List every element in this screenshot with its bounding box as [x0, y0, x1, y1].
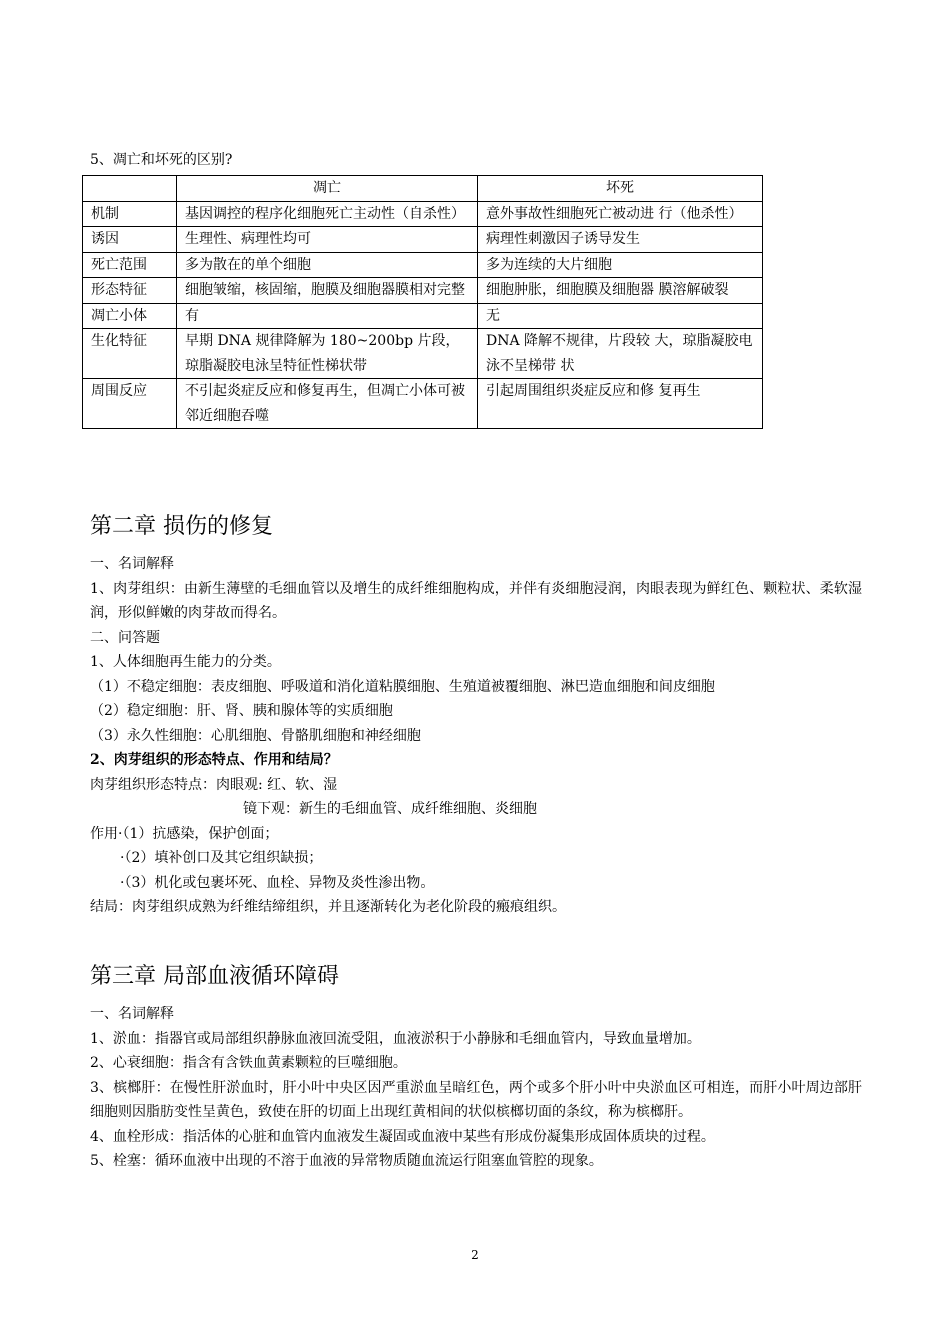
- page-content: [90, 148, 870, 174]
- table-cell: 形态特征: [83, 278, 177, 304]
- question-2: 2、肉芽组织的形态特点、作用和结局？: [90, 752, 338, 768]
- table-cell: 多为散在的单个细胞: [177, 252, 478, 278]
- table-cell: 诱因: [83, 227, 177, 253]
- table-cell: 有: [177, 303, 478, 329]
- table-cell: 机制: [83, 201, 177, 227]
- table-cell: 无: [478, 303, 763, 329]
- table-cell: 细胞肿胀，细胞膜及细胞器 膜溶解破裂: [478, 278, 763, 304]
- table-row: [83, 278, 763, 304]
- chapter-2-section: [90, 512, 862, 920]
- definition-line: 3、槟榔肝：在慢性肝淤血时，肝小叶中央区因严重淤血呈暗红色，两个或多个肝小叶中央淤血区可相连，而肝小叶周边部肝细胞则因脂肪变性呈黄色，致使在肝的切面上出现红黄相间的状似槟榔切面的条纹，称为槟榔肝。: [90, 1079, 862, 1120]
- table-cell: 多为连续的大片细胞: [478, 252, 763, 278]
- table-cell: 意外事故性细胞死亡被动进 行（他杀性）: [478, 201, 763, 227]
- table-row: [83, 201, 763, 227]
- morphology-line: 肉芽组织形态特点：肉眼观: 红、软、湿: [90, 776, 338, 793]
- chapter-2-title: 第二章 损伤的修复: [90, 514, 273, 539]
- table-row: [83, 329, 763, 379]
- header-cell: 凋亡: [177, 176, 478, 202]
- table-cell: 周围反应: [83, 379, 177, 429]
- section-heading: 一、名词解释: [90, 556, 174, 572]
- table-row: [83, 252, 763, 278]
- table-cell: DNA 降解不规律，片段较 大，琼脂凝胶电泳不呈梯带 状: [478, 329, 763, 379]
- header-cell: 坏死: [478, 176, 763, 202]
- section-heading: 二、问答题: [90, 629, 160, 646]
- table-cell: 病理性刺激因子诱导发生: [478, 227, 763, 253]
- definition-line: 5、栓塞：循环血液中出现的不溶于血液的异常物质随血流运行阻塞血管腔的现象。: [90, 1153, 603, 1169]
- table-cell: 生化特征: [83, 329, 177, 379]
- table-header-row: [83, 176, 763, 202]
- answer-line: （3）永久性细胞：心肌细胞、骨骼肌细胞和神经细胞: [90, 727, 421, 744]
- question-5-title: 5、凋亡和坏死的区别?: [90, 152, 233, 168]
- section-heading: 一、名词解释: [90, 1006, 174, 1022]
- definition-line: 1、淤血：指器官或局部组织静脉血液回流受阻，血液淤积于小静脉和毛细血管内，导致血量增加。: [90, 1030, 701, 1047]
- function-line: ·（2）填补创口及其它组织缺损；: [120, 850, 323, 866]
- definition-granulation-tissue: 1、肉芽组织：由新生薄壁的毛细血管以及增生的成纤维细胞构成，并伴有炎细胞浸润，肉眼表现为鲜红色、颗粒状、柔软湿润，形似鲜嫩的肉芽故而得名。: [90, 580, 862, 621]
- table-cell: 基因调控的程序化细胞死亡主动性（自杀性）: [177, 201, 478, 227]
- morphology-line: 镜下观：新生的毛细血管、成纤维细胞、炎细胞: [243, 801, 537, 817]
- table-row: [83, 227, 763, 253]
- function-line: ·（3）机化或包裹坏死、血栓、异物及炎性渗出物。: [120, 874, 435, 891]
- chapter-3-title: 第三章 局部血液循环障碍: [90, 964, 339, 989]
- table-cell: 早期 DNA 规律降解为 180~200bp 片段，琼脂凝胶电泳呈特征性梯状带: [177, 329, 478, 379]
- table-cell: 死亡范围: [83, 252, 177, 278]
- table-cell: 凋亡小体: [83, 303, 177, 329]
- question-1: 1、人体细胞再生能力的分类。: [90, 654, 281, 670]
- table-cell: 不引起炎症反应和修复再生，但凋亡小体可被邻近细胞吞噬: [177, 379, 478, 429]
- table-cell: 细胞皱缩，核固缩，胞膜及细胞器膜相对完整: [177, 278, 478, 304]
- definition-line: 4、血栓形成：指活体的心脏和血管内血液发生凝固或血液中某些有形成份凝集形成固体质块的过程。: [90, 1128, 715, 1145]
- answer-line: （2）稳定细胞：肝、肾、胰和腺体等的实质细胞: [90, 703, 393, 719]
- header-cell: [83, 176, 177, 202]
- table-row: [83, 303, 763, 329]
- answer-line: （1）不稳定细胞：表皮细胞、呼吸道和消化道粘膜细胞、生殖道被覆细胞、淋巴造血细胞和间皮细胞: [90, 678, 715, 695]
- apoptosis-necrosis-table: [82, 175, 763, 429]
- table-cell: 生理性、病理性均可: [177, 227, 478, 253]
- table-cell: 引起周围组织炎症反应和修 复再生: [478, 379, 763, 429]
- page-number: 2: [471, 1248, 479, 1262]
- function-line: 作用·（1）抗感染，保护创面；: [90, 825, 279, 842]
- chapter-3-section: [90, 962, 862, 1174]
- outcome-line: 结局：肉芽组织成熟为纤维结缔组织，并且逐渐转化为老化阶段的瘢痕组织。: [90, 899, 566, 915]
- table-row: [83, 379, 763, 429]
- definition-line: 2、心衰细胞：指含有含铁血黄素颗粒的巨噬细胞。: [90, 1055, 407, 1071]
